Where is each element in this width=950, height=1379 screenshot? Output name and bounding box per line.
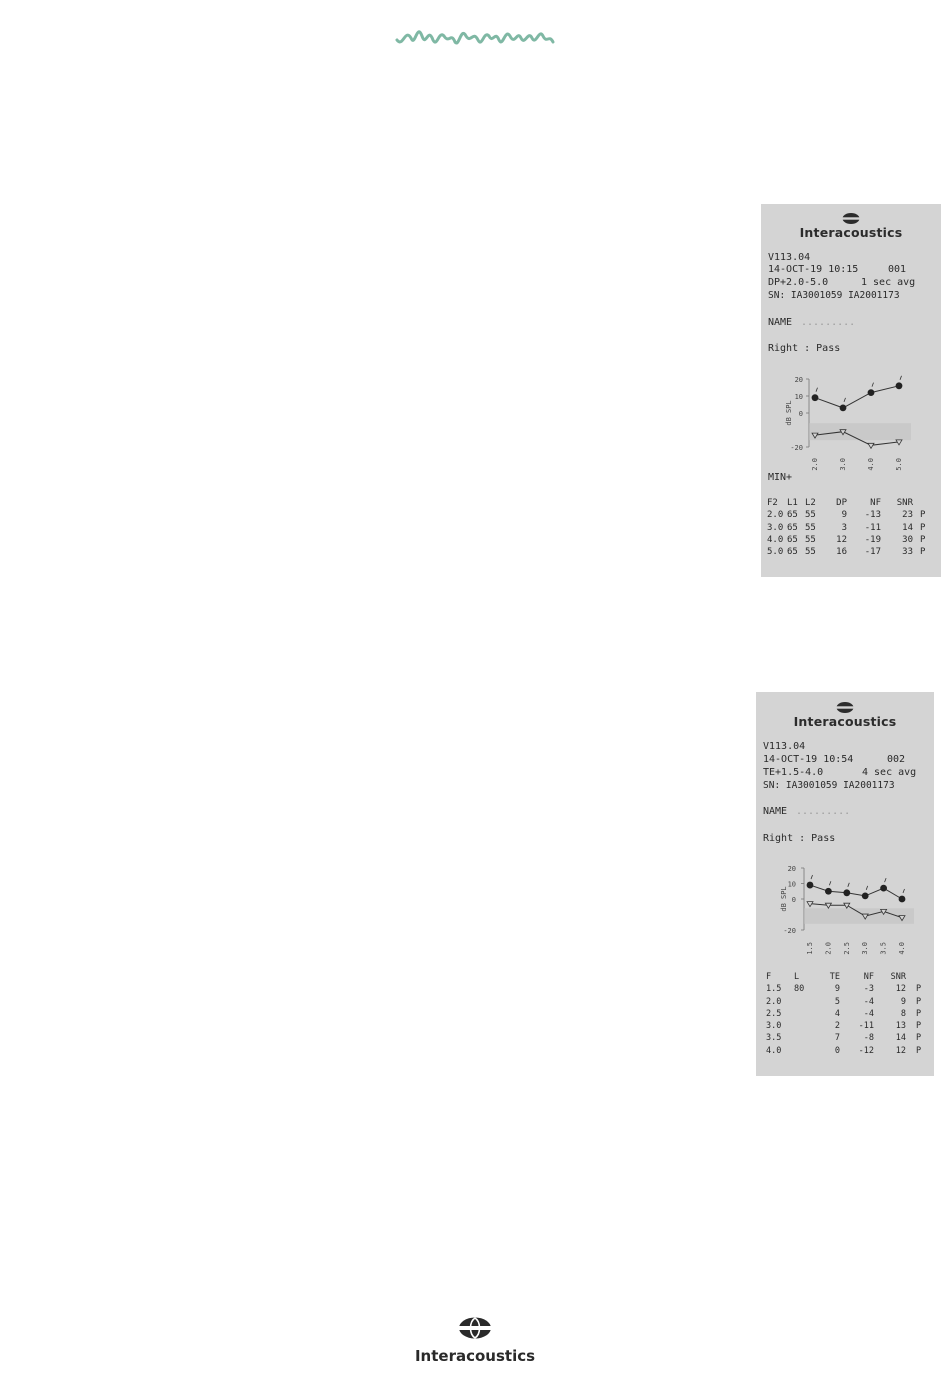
y-tick-label: 20 bbox=[794, 376, 803, 384]
table-cell: 55 bbox=[805, 547, 816, 558]
table-cell: 14 bbox=[895, 1033, 906, 1044]
table-cell: 3.5 bbox=[766, 1033, 782, 1044]
record-number: 001 bbox=[888, 264, 907, 275]
interacoustics-logo-icon bbox=[457, 1316, 493, 1340]
printout-te-test bbox=[756, 692, 934, 1076]
version: V113.04 bbox=[763, 741, 806, 752]
table-cell: 1.5 bbox=[766, 984, 782, 995]
y-tick-label: 0 bbox=[798, 410, 803, 418]
table-cell: P bbox=[916, 984, 922, 995]
table-cell: L1 bbox=[787, 498, 798, 508]
y-tick-label: 20 bbox=[787, 865, 796, 873]
table-cell: 3.0 bbox=[766, 1021, 782, 1032]
y-tick-label: 0 bbox=[791, 896, 796, 904]
table-cell: 23 bbox=[902, 510, 913, 521]
table-cell: 4.0 bbox=[766, 1045, 782, 1056]
data-point-te bbox=[862, 893, 869, 900]
table-cell: 2.0 bbox=[766, 996, 782, 1007]
table-cell: 0 bbox=[834, 1045, 840, 1056]
table-cell: -13 bbox=[864, 510, 881, 521]
x-tick-label: 4.0 bbox=[867, 458, 875, 471]
interacoustics-logo-icon bbox=[841, 212, 861, 225]
data-point-te bbox=[843, 889, 850, 896]
table-cell: P bbox=[920, 534, 926, 545]
datetime: 14-OCT-19 10:15 bbox=[768, 264, 859, 275]
check-mark bbox=[866, 886, 868, 890]
table-cell: -11 bbox=[858, 1021, 874, 1032]
table-cell: 4.0 bbox=[767, 534, 784, 545]
table-cell: -12 bbox=[858, 1045, 874, 1056]
table-cell: 3 bbox=[841, 522, 847, 533]
check-mark bbox=[903, 889, 905, 893]
table-cell: P bbox=[916, 1033, 922, 1044]
x-tick-label: 2.0 bbox=[811, 458, 819, 471]
check-mark bbox=[829, 881, 831, 885]
table-cell: 14 bbox=[902, 522, 913, 533]
y-tick-label: -20 bbox=[783, 927, 796, 935]
table-cell: P bbox=[916, 1008, 922, 1019]
data-point-dp bbox=[868, 389, 875, 396]
footer-brand bbox=[395, 1316, 555, 1365]
table-cell: -3 bbox=[863, 984, 874, 995]
record-number: 002 bbox=[887, 754, 906, 765]
table-row bbox=[766, 984, 932, 996]
averaging: 4 sec avg bbox=[862, 767, 917, 778]
data-point-nf bbox=[844, 903, 850, 908]
interacoustics-logo-icon bbox=[835, 701, 855, 714]
table-row bbox=[767, 546, 937, 558]
table-cell: NF bbox=[870, 498, 881, 508]
table-cell: 9 bbox=[841, 510, 847, 521]
data-point-te bbox=[880, 885, 887, 892]
table-row bbox=[766, 1033, 932, 1045]
table-cell: P bbox=[916, 1045, 922, 1056]
y-tick-label: 10 bbox=[787, 880, 796, 889]
version: V113.04 bbox=[768, 252, 811, 263]
x-tick-label: 4.0 bbox=[898, 942, 906, 955]
check-mark bbox=[900, 376, 902, 380]
x-tick-label: 2.5 bbox=[842, 942, 851, 955]
table-cell: 16 bbox=[836, 547, 847, 558]
table-cell: 55 bbox=[805, 510, 816, 521]
table-row bbox=[766, 1009, 932, 1021]
table-cell: 3.0 bbox=[767, 522, 784, 533]
check-mark bbox=[872, 383, 874, 387]
table-cell: TE bbox=[829, 972, 840, 982]
check-mark bbox=[811, 875, 813, 879]
data-point-dp bbox=[812, 394, 819, 401]
table-row bbox=[767, 534, 937, 546]
data-point-dp bbox=[840, 405, 847, 412]
table-cell: P bbox=[920, 510, 926, 521]
table-cell: 12 bbox=[836, 534, 847, 545]
table-cell: 65 bbox=[787, 547, 798, 558]
protocol: TE+1.5-4.0 bbox=[763, 767, 824, 778]
footer-brand-name: Interacoustics bbox=[414, 1347, 536, 1365]
test-result: Right : Pass bbox=[763, 833, 836, 844]
data-point-dp bbox=[896, 382, 903, 389]
table-cell: 9 bbox=[834, 984, 840, 995]
data-point-te bbox=[899, 896, 906, 903]
protocol: DP+2.0-5.0 bbox=[768, 277, 829, 288]
table-cell: F bbox=[766, 972, 772, 982]
series-line-dp bbox=[815, 386, 899, 408]
table-cell: NF bbox=[863, 972, 874, 982]
table-row bbox=[766, 1021, 932, 1033]
table-cell: F2 bbox=[767, 498, 778, 508]
table-cell: 2 bbox=[834, 1021, 840, 1032]
table-cell: 7 bbox=[834, 1033, 840, 1044]
x-tick-label: 3.5 bbox=[879, 942, 888, 955]
y-axis-label: dB SPL bbox=[780, 886, 788, 912]
name-label: NAME bbox=[768, 317, 793, 328]
serial-number: SN: IA3001059 IA2001173 bbox=[768, 290, 900, 301]
table-cell: -11 bbox=[864, 522, 881, 533]
name-field-dots: ......... bbox=[801, 317, 856, 328]
table-cell: 8 bbox=[900, 1008, 906, 1019]
dp-results-table bbox=[767, 497, 937, 558]
table-cell: 2.0 bbox=[767, 510, 784, 521]
table-cell: -8 bbox=[863, 1033, 874, 1044]
x-tick-label: 1.5 bbox=[806, 942, 814, 955]
table-row bbox=[767, 509, 937, 521]
table-row bbox=[767, 522, 937, 534]
x-tick-label: 3.0 bbox=[861, 942, 870, 955]
data-point-te bbox=[807, 882, 814, 889]
table-header bbox=[766, 972, 932, 984]
table-cell: L bbox=[794, 972, 800, 982]
y-tick-label: 10 bbox=[794, 393, 803, 401]
test-result: Right : Pass bbox=[768, 343, 841, 354]
printout-brand bbox=[761, 212, 941, 240]
table-cell: 4 bbox=[834, 1008, 840, 1019]
table-cell: L2 bbox=[805, 498, 816, 508]
x-tick-label: 2.0 bbox=[824, 942, 833, 955]
te-results-table bbox=[766, 972, 932, 1058]
data-point-nf bbox=[825, 903, 831, 908]
te-chart bbox=[756, 860, 934, 965]
table-cell: 12 bbox=[895, 1045, 906, 1056]
data-point-te bbox=[825, 888, 832, 895]
table-cell: 65 bbox=[787, 522, 798, 533]
series-line-te bbox=[810, 885, 902, 899]
table-cell: P bbox=[920, 522, 926, 533]
name-field-dots: ......... bbox=[796, 806, 851, 817]
table-cell: SNR bbox=[890, 972, 906, 982]
table-cell: 80 bbox=[794, 984, 805, 995]
y-tick-label: -20 bbox=[790, 444, 803, 452]
averaging: 1 sec avg bbox=[861, 277, 916, 288]
printout-brand bbox=[756, 701, 934, 729]
table-cell: P bbox=[920, 547, 926, 558]
table-cell: 33 bbox=[902, 547, 913, 558]
table-cell: 30 bbox=[902, 534, 913, 545]
serial-number: SN: IA3001059 IA2001173 bbox=[763, 780, 895, 791]
table-cell: 13 bbox=[895, 1021, 906, 1032]
x-tick-label: 5.0 bbox=[895, 458, 903, 471]
table-cell: DP bbox=[836, 498, 847, 508]
table-header bbox=[767, 497, 937, 509]
brand-name: Interacoustics bbox=[793, 714, 897, 729]
min-label: MIN+ bbox=[768, 472, 793, 483]
table-cell: SNR bbox=[896, 498, 913, 508]
table-row bbox=[766, 1046, 932, 1058]
table-cell: 12 bbox=[895, 984, 906, 995]
table-cell: 55 bbox=[805, 522, 816, 533]
x-tick-label: 3.0 bbox=[839, 458, 847, 471]
noise-band bbox=[809, 423, 911, 440]
table-row bbox=[766, 997, 932, 1009]
dp-chart bbox=[761, 370, 941, 478]
printout-dp-test bbox=[761, 204, 941, 577]
check-mark bbox=[844, 398, 846, 402]
table-cell: P bbox=[916, 996, 922, 1007]
name-label: NAME bbox=[763, 806, 788, 817]
table-cell: -4 bbox=[863, 996, 874, 1007]
brand-name: Interacoustics bbox=[799, 225, 903, 240]
data-point-nf bbox=[868, 443, 874, 448]
table-cell: 5 bbox=[834, 996, 840, 1007]
table-cell: -17 bbox=[864, 547, 881, 558]
y-axis-label: dB SPL bbox=[785, 400, 793, 426]
table-cell: 5.0 bbox=[767, 547, 784, 558]
datetime: 14-OCT-19 10:54 bbox=[763, 754, 854, 765]
table-cell: 2.5 bbox=[766, 1008, 782, 1019]
check-mark bbox=[848, 883, 850, 887]
table-cell: 65 bbox=[787, 510, 798, 521]
check-mark bbox=[885, 878, 887, 882]
table-cell: 55 bbox=[805, 534, 816, 545]
table-cell: 65 bbox=[787, 534, 798, 545]
check-mark bbox=[816, 388, 818, 392]
table-cell: P bbox=[916, 1021, 922, 1032]
table-cell: 9 bbox=[900, 996, 906, 1007]
table-cell: -4 bbox=[863, 1008, 874, 1019]
waveform-logo-icon bbox=[395, 18, 555, 54]
table-cell: -19 bbox=[864, 534, 881, 545]
